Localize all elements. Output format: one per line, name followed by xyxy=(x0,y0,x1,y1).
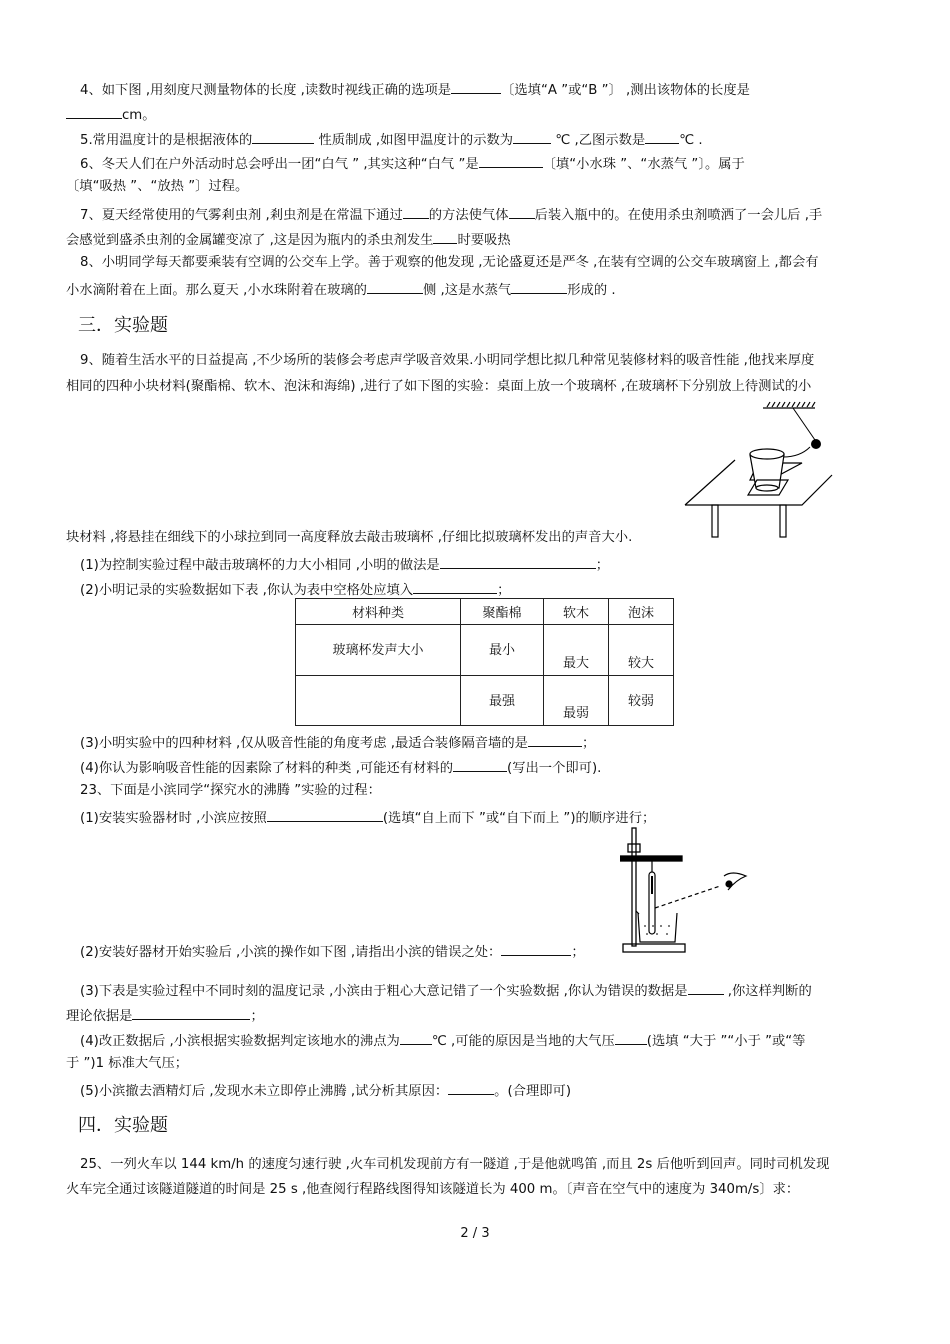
q9-s1-text: (1)为控制实验过程中敲击玻璃杯的力大小相同 ,小明的做法是 xyxy=(80,558,440,573)
q7-blank-2[interactable] xyxy=(509,204,535,219)
q9-text-line1: 9、随着生活水平的日益提高 ,不少场所的装修会考虑声学吸音效果.小明同学想比拟几种常见装修材料的吸音性能 ,他找来厚度 xyxy=(80,353,815,368)
q8-blank-1[interactable] xyxy=(367,279,423,294)
q25-text-line1: 25、一列火车以 144 km/h 的速度匀速行驶 ,火车司机发现前方有一隧道 ,于是他就鸣笛 ,而且 2s 后他听到回声。同时司机发现 xyxy=(80,1157,830,1172)
q8-text-c: 形成的 . xyxy=(567,283,616,298)
q9-sub-2 xyxy=(80,579,510,600)
q9-s2-blank[interactable] xyxy=(413,579,497,594)
section-4-heading: 四．实验题 xyxy=(78,1115,168,1136)
q4-answer-blank-2[interactable] xyxy=(66,104,122,119)
q5-text-b: 性质制成 ,如图甲温度计的示数为 xyxy=(314,133,514,148)
q7-text-c: 后装入瓶中的。在使用杀虫剂喷洒了一会儿后 ,手 xyxy=(534,208,823,223)
q9-text-line3: 块材料 ,将悬挂在细线下的小球拉到同一高度释放去敲击玻璃杯 ,仔细比拟玻璃杯发出的声音大小. xyxy=(66,530,633,545)
q23-sub-4-line-2 xyxy=(66,1055,188,1073)
ceiling-mount-icon xyxy=(763,402,815,408)
question-7-line-2 xyxy=(66,229,511,250)
question-9-line-2 xyxy=(66,378,811,396)
section-3-heading: 三．实验题 xyxy=(78,315,168,336)
q7-text-a: 7、夏天经常使用的气雾剎虫剂 ,剎虫剂是在常温下通过 xyxy=(80,208,403,223)
table-header-cell: 聚酯棉 xyxy=(461,599,544,625)
q9-s4-blank[interactable] xyxy=(453,757,507,772)
q7-text-b: 的方法使气体 xyxy=(428,208,509,223)
table-cell: 玻璃杯发声大小 xyxy=(296,625,461,676)
q8-blank-2[interactable] xyxy=(511,279,567,294)
table-cell: 较弱 xyxy=(609,676,674,726)
question-5 xyxy=(80,129,703,150)
q23-s3-blank-1[interactable] xyxy=(688,980,724,995)
q7-text-e: 时要吸热 xyxy=(457,233,511,248)
q7-blank-1[interactable] xyxy=(403,204,429,219)
table-header-cell: 软木 xyxy=(544,599,609,625)
pendulum-ball-icon xyxy=(811,439,821,449)
table-row xyxy=(296,625,674,676)
q4-text: 4、如下图 ,用刻度尺测量物体的长度 ,读数时视线正确的选项是 xyxy=(80,83,452,98)
q8-text-b: 侧 ,这是水蒸气 xyxy=(422,283,512,298)
question-8-line-2 xyxy=(66,279,616,300)
question-9-line-3 xyxy=(66,529,632,547)
q6-text-line2: 〔填“吸热 ”、“放热 ”〕过程。 xyxy=(66,179,249,194)
question-6-line-2 xyxy=(66,178,248,196)
table-row xyxy=(296,676,674,726)
q9-s4-text: (4)你认为影响吸音性能的因素除了材料的种类 ,可能还有材料的 xyxy=(80,761,454,776)
table-cell: 较大 xyxy=(609,625,674,676)
q7-text-d: 会感觉到盛杀虫剂的金属罐变凉了 ,这是因为瓶内的杀虫剂发生 xyxy=(66,233,434,248)
q8-text-a: 小水滴附着在上面。那么夏天 ,小水珠附着在玻璃的 xyxy=(66,283,367,298)
q9-text-line2: 相同的四种小块材料(聚酯棉、软木、泡沫和海绵) ,进行了如下图的实验：桌面上放一个玻璃杯 ,在玻璃杯下分别放上待测试的小 xyxy=(66,379,812,394)
q7-blank-3[interactable] xyxy=(433,229,457,244)
q9-s4-end: (写出一个即可). xyxy=(507,761,602,776)
q23-sub-4-line-1 xyxy=(80,1030,805,1051)
thermometer-icon xyxy=(649,861,655,934)
q9-s2-end: ； xyxy=(497,583,511,598)
q23-s5-end: 。(合理即可) xyxy=(494,1084,572,1099)
question-7-line-1 xyxy=(80,204,822,225)
q23-s1-end: (选填“自上而下 ”或“自下而上 ”)的顺序进行； xyxy=(382,811,656,826)
q23-intro-text: 23、下面是小滨同学“探究水的沸腾 ”实验的过程： xyxy=(80,783,381,798)
q23-s4-text-d: 于 ”)1 标准大气压； xyxy=(66,1056,189,1071)
question-8-line-1 xyxy=(80,254,819,272)
table-cell: 最小 xyxy=(461,625,544,676)
figure-glass-pendulum xyxy=(680,395,840,540)
table-header-row xyxy=(296,599,674,625)
figure-boiling-apparatus xyxy=(620,826,750,956)
question-25-line-1 xyxy=(80,1156,829,1174)
q9-s1-end: ； xyxy=(595,558,610,573)
table-header-cell: 泡沫 xyxy=(609,599,674,625)
q5-text-c: ℃ ,乙图示数是 xyxy=(551,133,646,148)
table-header-cell: 材料种类 xyxy=(296,599,461,625)
question-9-line-1 xyxy=(80,352,814,370)
q23-s4-blank-2[interactable] xyxy=(615,1030,647,1045)
q23-s4-text-b: ℃ ,可能的原因是当地的大气压 xyxy=(431,1034,615,1049)
q23-s2-blank[interactable] xyxy=(501,941,571,956)
q23-sub-3-line-1 xyxy=(80,980,812,1001)
question-25-line-2 xyxy=(66,1181,799,1199)
table-cell-empty[interactable] xyxy=(296,676,461,726)
materials-table xyxy=(295,598,674,726)
table-cell: 最大 xyxy=(544,625,609,676)
q23-s1-text: (1)安装实验器材时 ,小滨应按照 xyxy=(80,811,267,826)
q23-s4-text-c: (选填 “大于 ”“小于 ”或“等 xyxy=(646,1034,806,1049)
question-6-line-1 xyxy=(80,153,745,174)
pendulum-string xyxy=(793,408,815,440)
q23-s5-text: (5)小滨撤去酒精灯后 ,发现水未立即停止沸腾 ,试分析其原因： xyxy=(80,1084,449,1099)
beaker-icon xyxy=(636,911,677,942)
eye-icon xyxy=(724,873,746,890)
q4-answer-blank-1[interactable] xyxy=(451,79,501,94)
q23-s5-blank[interactable] xyxy=(448,1080,494,1095)
q23-s3-text-c: 理论依据是 xyxy=(66,1009,133,1024)
q4-text-b: 〔选填“A ”或“B ”〕 ,测出该物体的长度是 xyxy=(501,83,750,98)
q5-blank-1[interactable] xyxy=(252,129,314,144)
q23-sub-3-line-2 xyxy=(66,1005,264,1026)
q5-blank-3[interactable] xyxy=(645,129,679,144)
question-4-line-2 xyxy=(66,104,156,125)
q23-sub-1 xyxy=(80,807,655,828)
q6-text-a: 6、冬天人们在户外活动时总会呼出一团“白气 ” ,其实这种“白气 ”是 xyxy=(80,157,479,172)
table-cell: 最强 xyxy=(461,676,544,726)
table-cell: 最弱 xyxy=(544,676,609,726)
question-23-intro xyxy=(80,782,381,800)
q6-text-b: 〔填“小水珠 ”、“水蒸气 ”〕。属于 xyxy=(542,157,745,172)
q9-s2-text: (2)小明记录的实验数据如下表 ,你认为表中空格处应填入 xyxy=(80,583,414,598)
q9-sub-3 xyxy=(80,732,595,753)
q4-unit: cm。 xyxy=(122,108,156,123)
page-number: 2 / 3 xyxy=(460,1226,490,1241)
q25-text-line2: 火车完全通过该隧道隧道的时间是 25 s ,他查阅行程路线图得知该隧道长为 400 m。〔声音在空气中的速度为 340m/s〕求： xyxy=(66,1182,800,1197)
q9-s1-blank[interactable] xyxy=(440,554,596,569)
sight-line xyxy=(655,886,720,908)
q23-s2-end: ； xyxy=(571,945,585,960)
q23-sub-5 xyxy=(80,1080,571,1101)
q23-s3-text-b: ,你这样判断的 xyxy=(723,984,812,999)
q5-text-d: ℃ . xyxy=(679,133,703,148)
q23-s3-blank-2[interactable] xyxy=(132,1005,250,1020)
q6-blank-1[interactable] xyxy=(479,153,543,168)
q9-s3-text: (3)小明实验中的四种材料 ,仅从吸音性能的角度考虑 ,最适合装修隔音墙的是 xyxy=(80,736,528,751)
q23-sub-2 xyxy=(80,941,585,962)
q5-blank-2[interactable] xyxy=(513,129,551,144)
q8-text-line1: 8、小明同学每天都要乘装有空调的公交车上学。善于观察的他发现 ,无论盛夏还是严冬 ,在装有空调的公交车玻璃窗上 ,都会有 xyxy=(80,255,819,270)
q9-s3-blank[interactable] xyxy=(528,732,582,747)
q5-text-a: 5.常用温度计的是根据液体的 xyxy=(80,133,253,148)
q23-s2-text: (2)安装好器材开始实验后 ,小滨的操作如下图 ,请指出小滨的错误之处： xyxy=(80,945,502,960)
q23-s3-end: ； xyxy=(250,1009,264,1024)
q23-s4-text: (4)改正数据后 ,小滨根据实验数据判定该地水的沸点为 xyxy=(80,1034,400,1049)
ball-hook-line xyxy=(783,447,810,457)
q23-s1-blank[interactable] xyxy=(267,807,383,822)
q9-sub-4 xyxy=(80,757,601,778)
q9-s3-end: ； xyxy=(581,736,596,751)
q9-sub-1 xyxy=(80,554,609,575)
question-4-line-1 xyxy=(80,79,750,100)
q23-s3-text: (3)下表是实验过程中不同时刻的温度记录 ,小滨由于粗心大意记错了一个实验数据 ,你认为错误的数据是 xyxy=(80,984,688,999)
q23-s4-blank-1[interactable] xyxy=(400,1030,432,1045)
